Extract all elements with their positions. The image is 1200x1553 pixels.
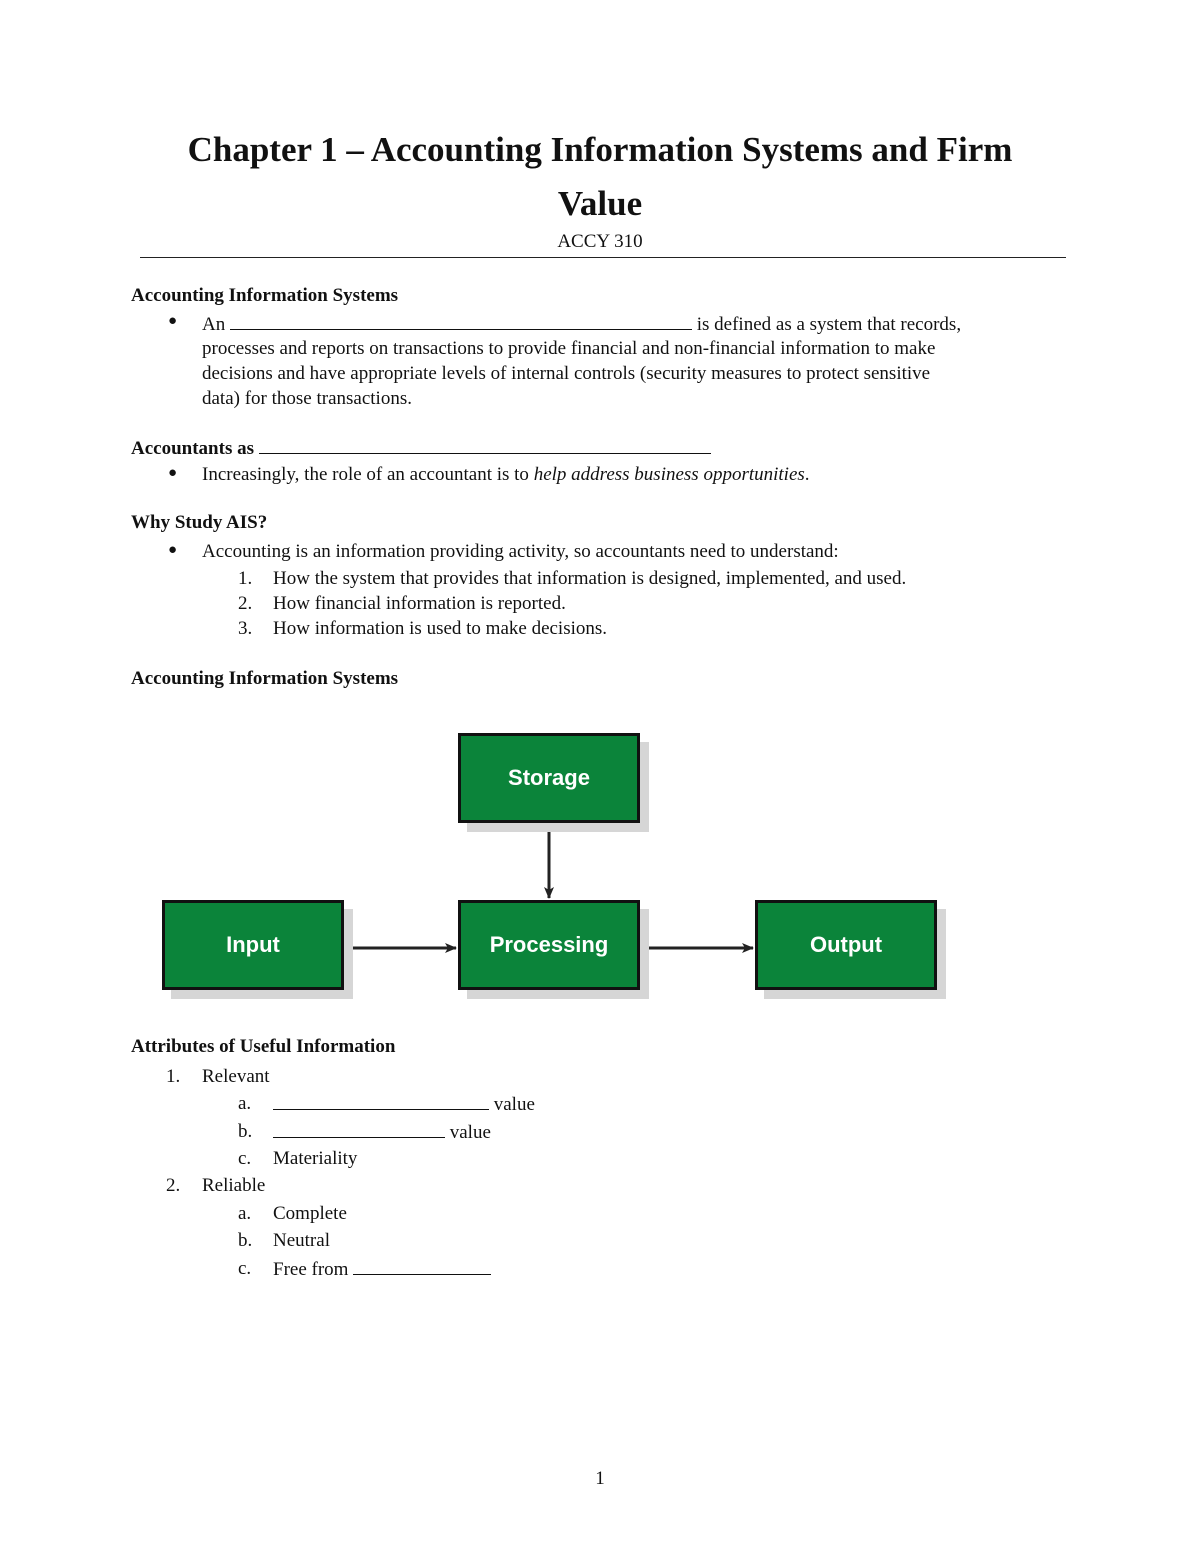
output-box: Output bbox=[755, 900, 937, 990]
bullet-icon: ● bbox=[168, 542, 178, 558]
sub-item bbox=[273, 1256, 491, 1282]
list-item: How information is used to make decisions. bbox=[273, 618, 608, 639]
list-item-number: 3. bbox=[238, 618, 253, 639]
why-study-bullet: Accounting is an information providing activity, so accountants need to understand: bbox=[202, 541, 839, 562]
ais-definition-line4: data) for those transactions. bbox=[202, 388, 412, 409]
bullet-icon: ● bbox=[168, 313, 178, 329]
ais-definition-line2: processes and reports on transactions to provide financial and non-financial information to make bbox=[202, 338, 936, 359]
sub-item bbox=[273, 1091, 535, 1117]
accountants-as-label: Accountants as bbox=[131, 438, 254, 459]
sub-item-letter: c. bbox=[238, 1258, 252, 1279]
page-number: 1 bbox=[595, 1468, 605, 1489]
fill-blank bbox=[273, 1091, 489, 1110]
page-title-line2: Value bbox=[557, 184, 643, 223]
list-item-number: 2. bbox=[238, 593, 253, 614]
input-box: Input bbox=[162, 900, 344, 990]
section-heading-why-study: Why Study AIS? bbox=[131, 512, 268, 533]
sub-item bbox=[273, 1119, 491, 1145]
sub-item-letter: b. bbox=[238, 1230, 253, 1251]
sub-item-text: value bbox=[493, 1094, 535, 1115]
section-heading-ais-diagram: Accounting Information Systems bbox=[131, 668, 399, 689]
sub-item-text: Free from bbox=[273, 1259, 349, 1280]
processing-box: Processing bbox=[458, 900, 640, 990]
sub-item-text: Complete bbox=[273, 1203, 347, 1224]
ais-definition-rest: is defined as a system that records, bbox=[696, 314, 962, 335]
sub-item-letter: a. bbox=[238, 1093, 252, 1114]
ais-definition-start: An bbox=[202, 314, 226, 335]
list-item-number: 1. bbox=[166, 1066, 181, 1087]
sub-item-letter: a. bbox=[238, 1203, 252, 1224]
bullet-icon: ● bbox=[168, 465, 178, 481]
page-title-line1: Chapter 1 – Accounting Information Systems and Firm bbox=[187, 130, 1013, 169]
course-code: ACCY 310 bbox=[557, 231, 643, 252]
sub-item-text: value bbox=[449, 1122, 491, 1143]
attribute-reliable: Reliable bbox=[202, 1175, 266, 1196]
attribute-relevant: Relevant bbox=[202, 1066, 270, 1087]
sub-item-text: Neutral bbox=[273, 1230, 330, 1251]
sub-item-letter: b. bbox=[238, 1121, 253, 1142]
accountant-role-end: . bbox=[804, 464, 810, 485]
fill-blank bbox=[273, 1119, 445, 1138]
section-heading-attributes: Attributes of Useful Information bbox=[131, 1036, 396, 1057]
list-item: How financial information is reported. bbox=[273, 593, 566, 614]
fill-blank bbox=[353, 1256, 491, 1275]
list-item-number: 2. bbox=[166, 1175, 181, 1196]
sub-item-letter: c. bbox=[238, 1148, 252, 1169]
section-heading-ais: Accounting Information Systems bbox=[131, 285, 399, 306]
ais-definition-line3: decisions and have appropriate levels of internal controls (security measures to protect sensitive bbox=[202, 363, 931, 384]
storage-box: Storage bbox=[458, 733, 640, 823]
list-item-number: 1. bbox=[238, 568, 253, 589]
accountant-role-plain: Increasingly, the role of an accountant is to bbox=[202, 464, 529, 485]
sub-item-text: Materiality bbox=[273, 1148, 358, 1169]
list-item: How the system that provides that information is designed, implemented, and used. bbox=[273, 568, 907, 589]
accountant-role-italic: help address business opportunities bbox=[533, 464, 805, 485]
